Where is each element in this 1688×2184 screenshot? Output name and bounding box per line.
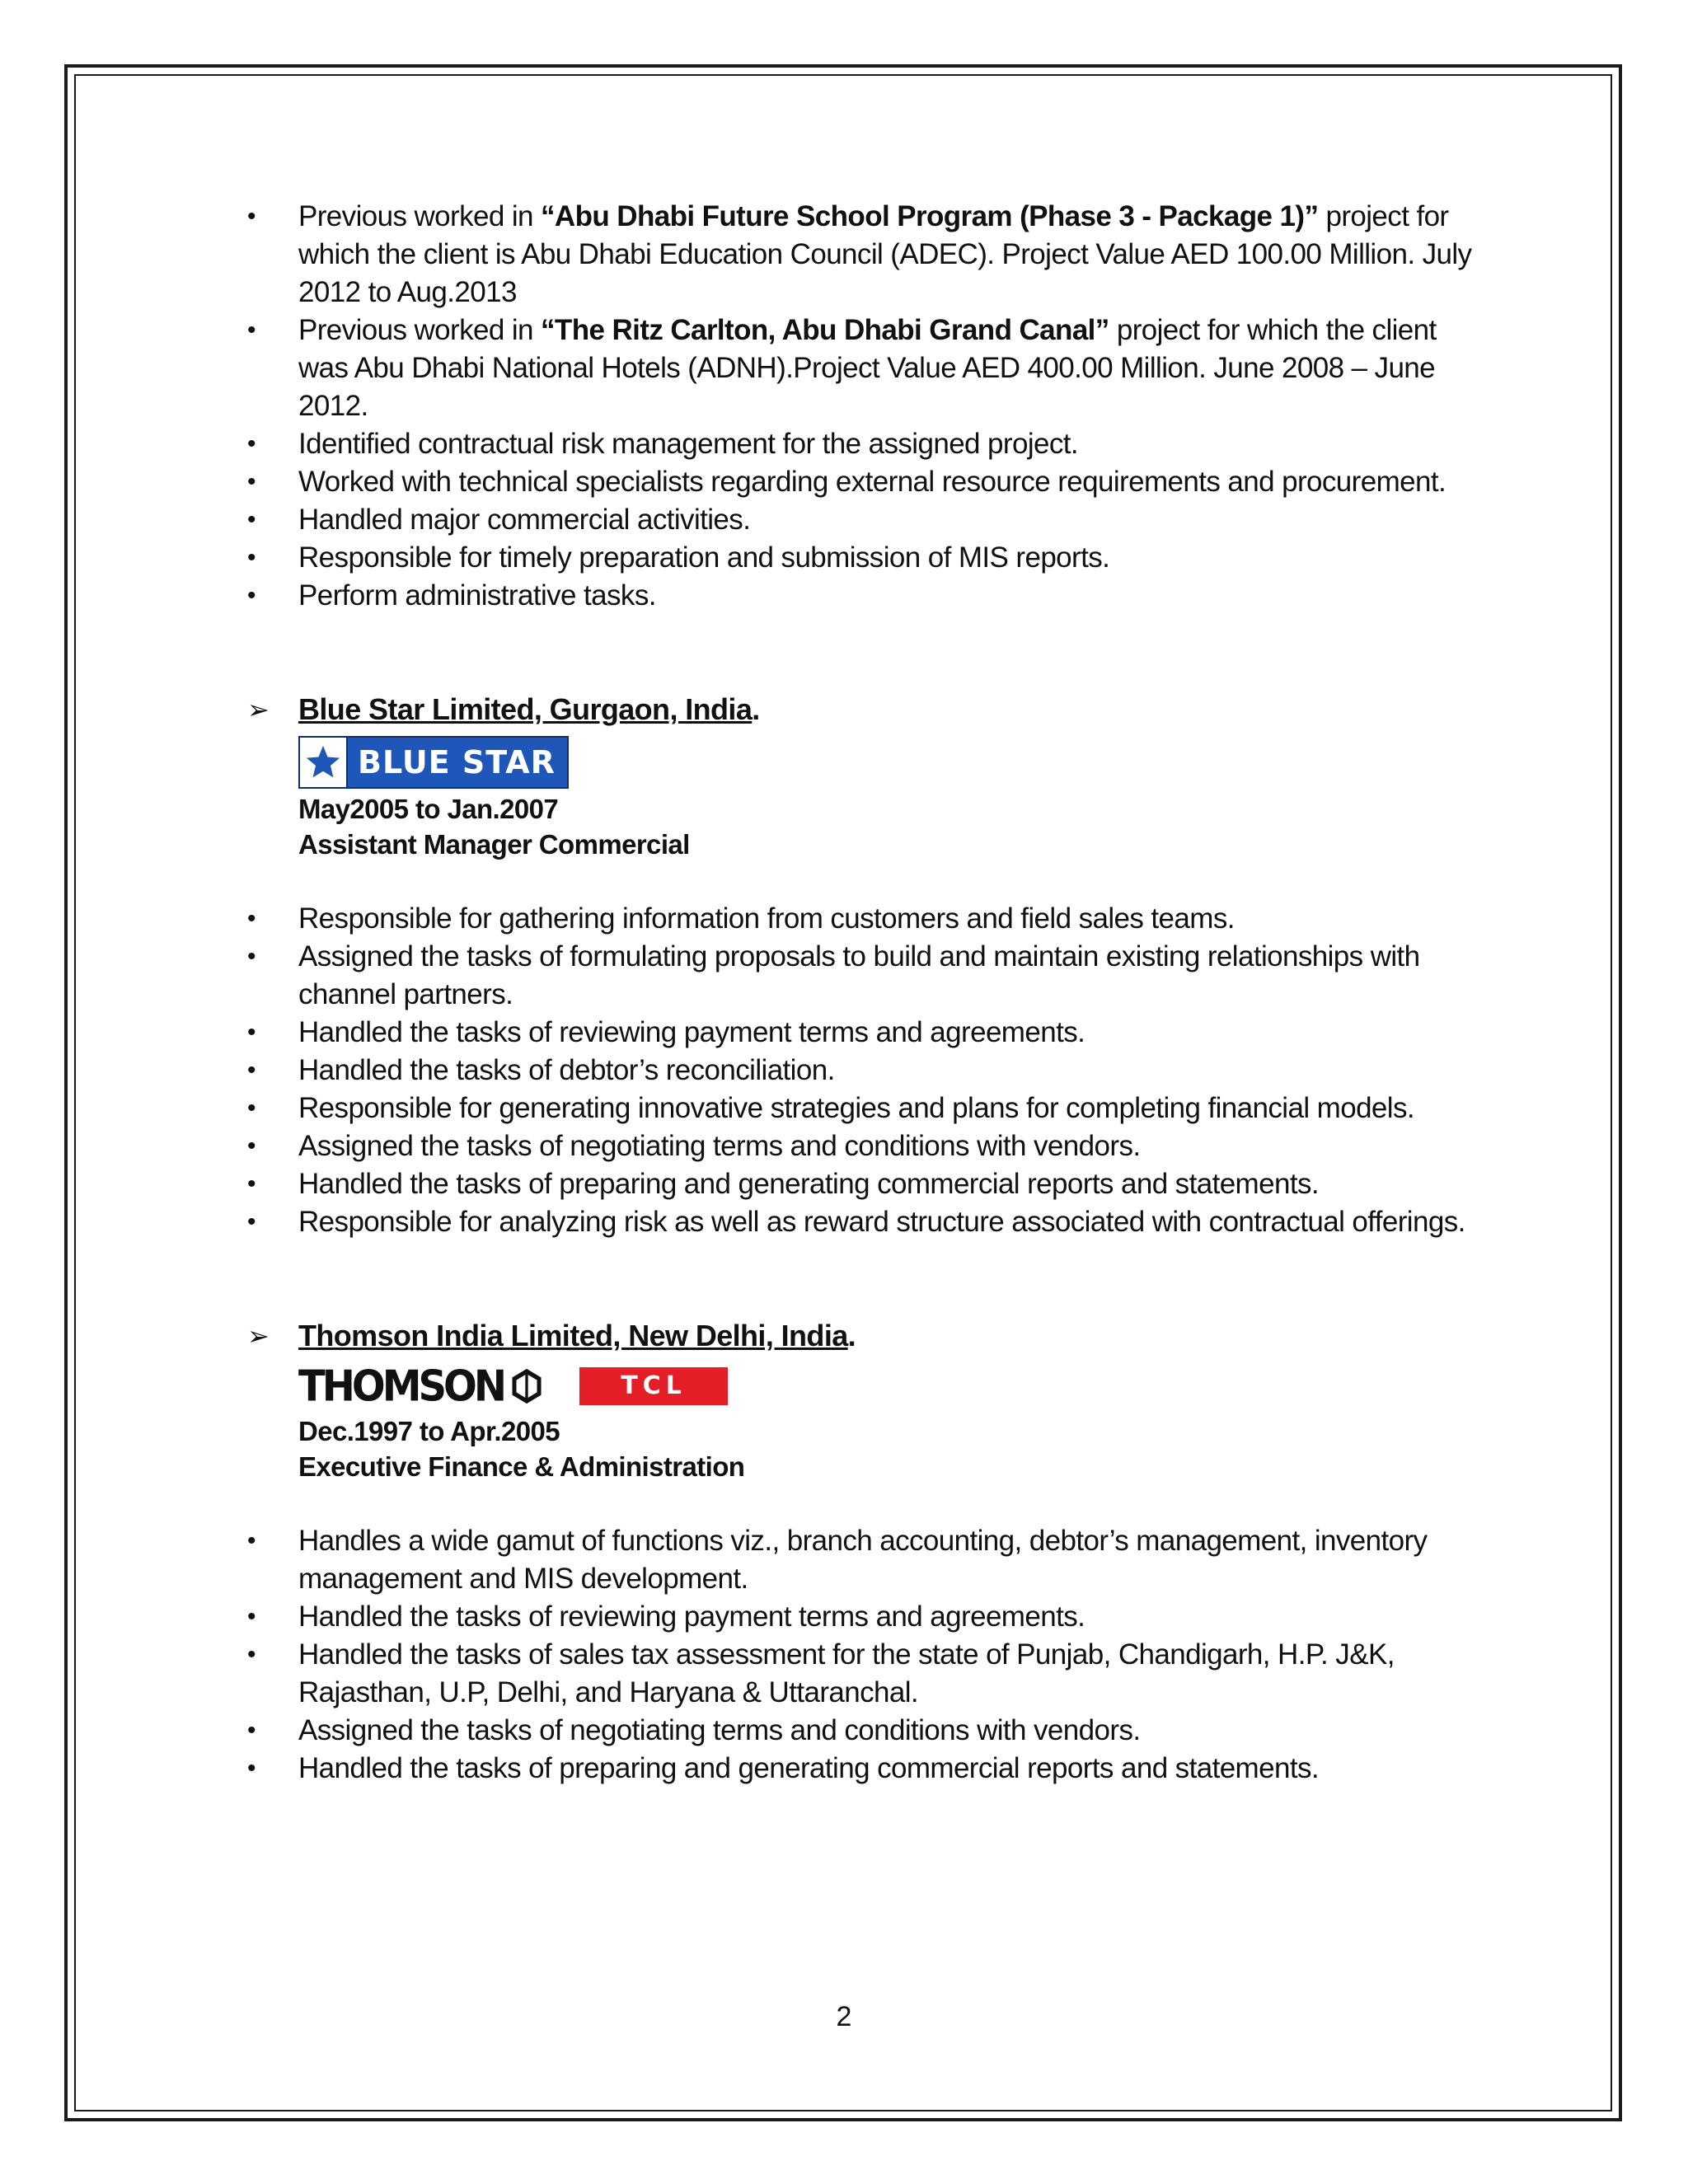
employer-section-bluestar: ➢ Blue Star Limited, Gurgaon, India. BLUE STAR May2005 to Jan.2007 Assistant Manager Commercial	[247, 691, 1484, 862]
list-item: • Assigned the tasks of formulating proposals to build and maintain existing relationships with channel partners.	[247, 938, 1484, 1014]
arrow-bullet-icon: ➢	[247, 1321, 270, 1351]
list-item: • Handled the tasks of sales tax assessment for the state of Punjab, Chandigarh, H.P. J&K, Rajasthan, U.P, Delhi, and Haryana & Uttaranchal.	[247, 1636, 1484, 1712]
list-item: • Handled major commercial activities.	[247, 501, 1484, 539]
list-item: • Worked with technical specialists regarding external resource requirements and procurement.	[247, 463, 1484, 501]
project-name: “The Ritz Carlton, Abu Dhabi Grand Canal”	[541, 314, 1109, 346]
job-title: Executive Finance & Administration	[298, 1451, 745, 1482]
thomson-duties-list	[247, 1522, 1484, 1788]
intro-bullet-list	[247, 198, 1484, 615]
employment-period: Dec.1997 to Apr.2005	[298, 1416, 560, 1446]
list-item: • Responsible for generating innovative strategies and plans for completing financial models.	[247, 1090, 1484, 1127]
list-item: • Responsible for gathering information from customers and field sales teams.	[247, 900, 1484, 938]
logo-wordmark: BLUE STAR	[358, 744, 556, 780]
list-item: • Handled the tasks of preparing and generating commercial reports and statements.	[247, 1750, 1484, 1788]
list-item: • Handled the tasks of debtor’s reconciliation.	[247, 1052, 1484, 1090]
list-item: • Assigned the tasks of negotiating terms and conditions with vendors.	[247, 1712, 1484, 1750]
thomson-logos	[298, 1359, 1484, 1413]
company-name: Thomson India Limited, New Delhi, India	[298, 1319, 848, 1352]
employment-period: May2005 to Jan.2007	[298, 794, 559, 824]
job-title: Assistant Manager Commercial	[298, 829, 690, 860]
project-name: “Abu Dhabi Future School Program (Phase 3 - Package 1)”	[541, 200, 1319, 232]
tcl-logo: TCL	[579, 1367, 728, 1405]
list-item: • Responsible for timely preparation and submission of MIS reports.	[247, 539, 1484, 577]
list-item: • Previous worked in “Abu Dhabi Future School Program (Phase 3 - Package 1)” project for which the client is Abu Dhabi Education Council (ADEC). Project Value AED 100.00 Million. July 2012 to Aug.2013	[247, 198, 1484, 312]
bluestar-duties-list	[247, 900, 1484, 1241]
employer-section-thomson: ➢ Thomson India Limited, New Delhi, India. THOMSON TCL Dec.1997 to Apr.2005 Executive Finance & Administration	[247, 1317, 1484, 1484]
arrow-bullet-icon: ➢	[247, 695, 270, 724]
list-item: • Handled the tasks of preparing and generating commercial reports and statements.	[247, 1165, 1484, 1203]
bluestar-logo	[298, 736, 569, 789]
star-icon	[300, 738, 348, 787]
page-number: 2	[836, 2001, 852, 2032]
list-item: • Handled the tasks of reviewing payment terms and agreements.	[247, 1014, 1484, 1052]
thomson-emblem-icon	[510, 1368, 543, 1404]
list-item: • Handled the tasks of reviewing payment terms and agreements.	[247, 1598, 1484, 1636]
document-body	[247, 198, 1484, 1788]
list-item: • Handles a wide gamut of functions viz., branch accounting, debtor’s management, inventory management and MIS development.	[247, 1522, 1484, 1598]
thomson-logo: THOMSON	[298, 1366, 543, 1407]
list-item: • Perform administrative tasks.	[247, 577, 1484, 615]
list-item: • Identified contractual risk management for the assigned project.	[247, 425, 1484, 463]
company-name: Blue Star Limited, Gurgaon, India	[298, 692, 753, 726]
list-item: • Assigned the tasks of negotiating terms and conditions with vendors.	[247, 1127, 1484, 1165]
list-item: • Responsible for analyzing risk as well as reward structure associated with contractual offerings.	[247, 1203, 1484, 1241]
list-item: • Previous worked in “The Ritz Carlton, Abu Dhabi Grand Canal” project for which the client was Abu Dhabi National Hotels (ADNH).Project Value AED 400.00 Million. June 2008 – June 2012.	[247, 312, 1484, 425]
